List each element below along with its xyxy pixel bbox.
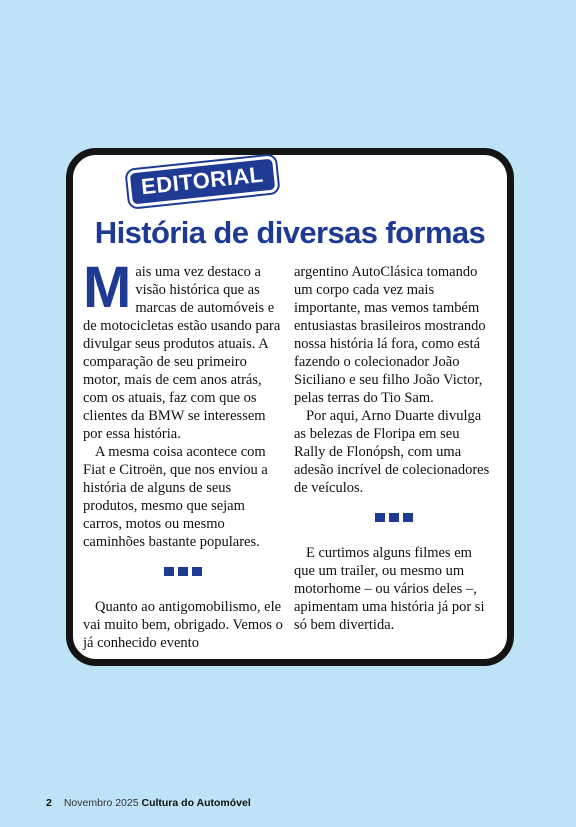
paragraph: Por aqui, Arno Duarte divulga as belezas de Floripa em seu Rally de Flonópsh, com uma adesão incrível de colecionadores de veículos. [294, 408, 490, 496]
paragraph: A mesma coisa acontece com Fiat e Citroën, que nos enviou a história de alguns de seus produtos, mesmo que sejam carros, motos ou mesmo caminhões bastante populares. [83, 444, 268, 550]
section-separator-icon [83, 563, 283, 581]
paragraph: argentino AutoClásica tomando um corpo cada vez mais importante, mas vemos também entusiastas brasileiros mostrando nossa história lá fora, como está fazendo o colecionador João Siciliano e seu filho João Victor, pelas terras do Tio Sam. [294, 264, 486, 406]
article-headline: História de diversas formas [94, 215, 486, 250]
publication-name: Cultura do Automóvel [141, 797, 251, 809]
paragraph [83, 255, 283, 443]
drop-cap: M [83, 255, 132, 320]
paragraph: Quanto ao antigomobilismo, ele vai muito bem, obrigado. Vemos o já conhecido evento [83, 599, 283, 651]
page-footer [46, 797, 251, 809]
page-number: 2 [46, 797, 52, 809]
right-column [294, 263, 494, 634]
left-column [83, 255, 283, 652]
paragraph: E curtimos alguns filmes em que um trailer, ou mesmo um motorhome – ou vários deles –, apimentam uma história já por si só bem divertida. [294, 545, 485, 633]
issue-date: Novembro 2025 [63, 797, 139, 809]
paragraph-text: ais uma vez destaco a visão histórica que as marcas de automóveis e de motocicletas estão usando para divulgar seus produtos atuais. A comparação de seu primeiro motor, mais de cem anos atrás, com os atuais, faz com que os clientes da BMW se interessem por essa história. [83, 264, 281, 442]
editorial-badge: EDITORIAL [126, 155, 278, 207]
section-separator-icon [294, 509, 494, 527]
